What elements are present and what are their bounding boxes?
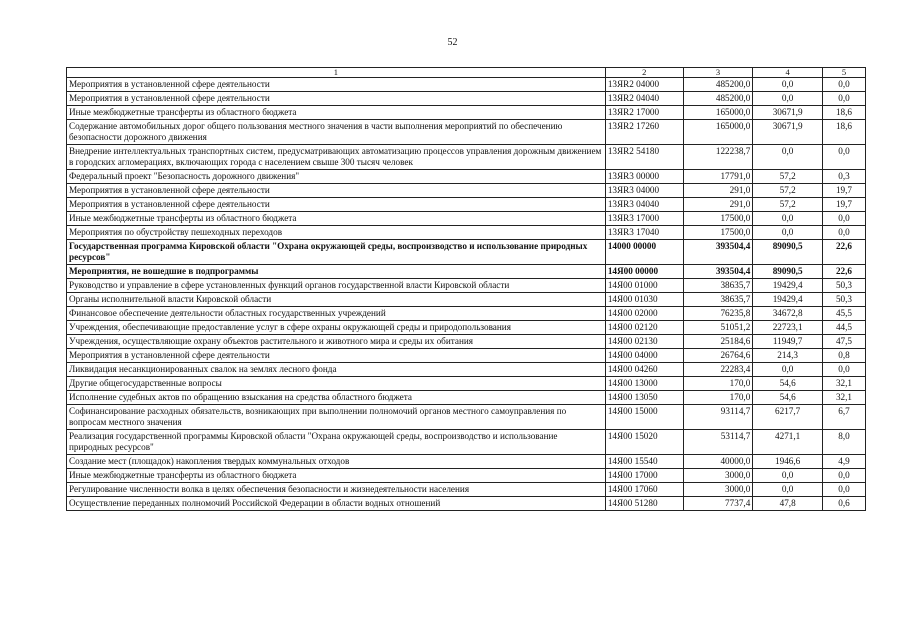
row-code-cell: 13ЯR3 00000 [605,170,683,184]
page-number: 52 [447,37,458,48]
table-row [67,78,866,92]
row-code-cell: 14Я00 02000 [605,307,683,321]
row-name-cell: Иные межбюджетные трансферты из областного бюджета [67,106,606,120]
row-code-cell: 14Я00 04260 [605,363,683,377]
row-code-cell: 13ЯR3 04040 [605,198,683,212]
row-fact-cell: 0,0 [753,92,823,106]
row-percent-cell: 32,1 [822,391,865,405]
row-name-cell: Руководство и управление в сфере установленных функций органов государственной власти Кировской области [67,279,606,293]
row-plan-cell: 291,0 [683,198,753,212]
row-fact-cell: 6217,7 [753,405,823,430]
row-plan-cell: 170,0 [683,391,753,405]
row-fact-cell: 89090,5 [753,265,823,279]
row-fact-cell: 54,6 [753,391,823,405]
table-row [67,120,866,145]
row-plan-cell: 22283,4 [683,363,753,377]
row-percent-cell: 50,3 [822,279,865,293]
row-fact-cell: 30671,9 [753,120,823,145]
row-name-cell: Федеральный проект "Безопасность дорожного движения" [67,170,606,184]
row-percent-cell: 18,6 [822,106,865,120]
row-plan-cell: 17791,0 [683,170,753,184]
row-plan-cell: 40000,0 [683,455,753,469]
table-row [67,307,866,321]
table-row [67,349,866,363]
row-name-cell: Иные межбюджетные трансферты из областного бюджета [67,212,606,226]
row-code-cell: 14Я00 01030 [605,293,683,307]
table-row [67,184,866,198]
row-plan-cell: 485200,0 [683,78,753,92]
row-plan-cell: 170,0 [683,377,753,391]
row-percent-cell: 0,0 [822,145,865,170]
row-fact-cell: 34672,8 [753,307,823,321]
table-row [67,497,866,511]
row-code-cell: 14Я00 13050 [605,391,683,405]
table-row [67,106,866,120]
row-fact-cell: 54,6 [753,377,823,391]
row-fact-cell: 0,0 [753,145,823,170]
row-percent-cell: 45,5 [822,307,865,321]
column-header-name: 1 [67,68,606,78]
row-percent-cell: 19,7 [822,198,865,212]
table-row [67,335,866,349]
header-row [67,68,866,78]
row-code-cell: 14Я00 01000 [605,279,683,293]
row-fact-cell: 57,2 [753,170,823,184]
row-fact-cell: 57,2 [753,184,823,198]
row-percent-cell: 0,0 [822,226,865,240]
row-code-cell: 14Я00 15020 [605,430,683,455]
table-row [67,212,866,226]
row-percent-cell: 47,5 [822,335,865,349]
row-percent-cell: 0,0 [822,92,865,106]
table-row [67,321,866,335]
row-name-cell: Мероприятия в установленной сфере деятельности [67,198,606,212]
row-percent-cell: 44,5 [822,321,865,335]
row-name-cell: Ликвидация несанкционированных свалок на землях лесного фонда [67,363,606,377]
table-row [67,92,866,106]
row-name-cell: Софинансирование расходных обязательств, возникающих при выполнении полномочий органов местного самоуправления по вопросам местного значения [67,405,606,430]
row-plan-cell: 38635,7 [683,279,753,293]
table-row [67,198,866,212]
row-name-cell: Мероприятия в установленной сфере деятельности [67,92,606,106]
row-name-cell: Мероприятия, не вошедшие в подпрограммы [67,265,606,279]
row-fact-cell: 57,2 [753,198,823,212]
row-code-cell: 13ЯR2 17260 [605,120,683,145]
row-name-cell: Мероприятия в установленной сфере деятельности [67,349,606,363]
row-name-cell: Другие общегосударственные вопросы [67,377,606,391]
row-code-cell: 14Я00 02130 [605,335,683,349]
row-name-cell: Регулирование численности волка в целях обеспечения безопасности и жизнедеятельности населения [67,483,606,497]
row-plan-cell: 393504,4 [683,240,753,265]
table-row [67,170,866,184]
row-percent-cell: 0,6 [822,497,865,511]
row-percent-cell: 0,0 [822,78,865,92]
table-row [67,226,866,240]
row-fact-cell: 0,0 [753,483,823,497]
row-code-cell: 13ЯR2 04040 [605,92,683,106]
row-plan-cell: 291,0 [683,184,753,198]
row-fact-cell: 30671,9 [753,106,823,120]
budget-table [66,67,866,511]
row-name-cell: Осуществление переданных полномочий Российской Федерации в области водных отношений [67,497,606,511]
row-fact-cell: 47,8 [753,497,823,511]
table-row [67,240,866,265]
row-name-cell: Финансовое обеспечение деятельности областных государственных учреждений [67,307,606,321]
row-plan-cell: 165000,0 [683,120,753,145]
row-code-cell: 14Я00 00000 [605,265,683,279]
row-code-cell: 13ЯR2 04000 [605,78,683,92]
row-name-cell: Учреждения, обеспечивающие предоставление услуг в сфере охраны окружающей среды и природопользования [67,321,606,335]
row-percent-cell: 0,8 [822,349,865,363]
row-plan-cell: 76235,8 [683,307,753,321]
row-percent-cell: 19,7 [822,184,865,198]
row-fact-cell: 19429,4 [753,279,823,293]
row-code-cell: 13ЯR3 17000 [605,212,683,226]
row-percent-cell: 18,6 [822,120,865,145]
row-plan-cell: 26764,6 [683,349,753,363]
row-fact-cell: 4271,1 [753,430,823,455]
row-plan-cell: 25184,6 [683,335,753,349]
row-percent-cell: 32,1 [822,377,865,391]
row-name-cell: Иные межбюджетные трансферты из областного бюджета [67,469,606,483]
table-row [67,377,866,391]
table-row [67,293,866,307]
row-percent-cell: 4,9 [822,455,865,469]
row-code-cell: 13ЯR2 54180 [605,145,683,170]
row-code-cell: 13ЯR3 04000 [605,184,683,198]
table-row [67,265,866,279]
row-percent-cell: 8,0 [822,430,865,455]
row-name-cell: Органы исполнительной власти Кировской области [67,293,606,307]
row-code-cell: 13ЯR2 17000 [605,106,683,120]
row-plan-cell: 3000,0 [683,469,753,483]
row-name-cell: Государственная программа Кировской области "Охрана окружающей среды, воспроизводство и использование природных ресурсов" [67,240,606,265]
table-row [67,483,866,497]
row-code-cell: 14Я00 17000 [605,469,683,483]
row-plan-cell: 93114,7 [683,405,753,430]
row-percent-cell: 22,6 [822,265,865,279]
table-row [67,405,866,430]
row-fact-cell: 0,0 [753,226,823,240]
row-name-cell: Мероприятия в установленной сфере деятельности [67,184,606,198]
table-row [67,363,866,377]
row-percent-cell: 0,0 [822,483,865,497]
row-fact-cell: 11949,7 [753,335,823,349]
row-plan-cell: 17500,0 [683,226,753,240]
row-code-cell: 14Я00 13000 [605,377,683,391]
row-code-cell: 14Я00 02120 [605,321,683,335]
row-percent-cell: 22,6 [822,240,865,265]
row-name-cell: Мероприятия по обустройству пешеходных переходов [67,226,606,240]
row-name-cell: Учреждения, осуществляющие охрану объектов растительного и животного мира и среды их обитания [67,335,606,349]
row-fact-cell: 0,0 [753,212,823,226]
row-fact-cell: 0,0 [753,363,823,377]
row-percent-cell: 0,0 [822,363,865,377]
row-name-cell: Реализация государственной программы Кировской области "Охрана окружающей среды, воспроизводство и использование природных ресурсов" [67,430,606,455]
row-name-cell: Создание мест (площадок) накопления твердых коммунальных отходов [67,455,606,469]
row-fact-cell: 1946,6 [753,455,823,469]
row-plan-cell: 17500,0 [683,212,753,226]
row-percent-cell: 0,0 [822,469,865,483]
table-row [67,391,866,405]
table-row [67,430,866,455]
row-percent-cell: 6,7 [822,405,865,430]
row-fact-cell: 22723,1 [753,321,823,335]
row-plan-cell: 485200,0 [683,92,753,106]
row-plan-cell: 165000,0 [683,106,753,120]
row-name-cell: Мероприятия в установленной сфере деятельности [67,78,606,92]
table-row [67,469,866,483]
table-body [67,78,866,511]
row-percent-cell: 0,3 [822,170,865,184]
row-name-cell: Внедрение интеллектуальных транспортных систем, предусматривающих автоматизацию процессов управления дорожным движением в городских агломерациях, включающих города с населением свыше 300 тысяч человек [67,145,606,170]
row-code-cell: 14Я00 15540 [605,455,683,469]
row-code-cell: 14Я00 17060 [605,483,683,497]
row-name-cell: Исполнение судебных актов по обращению взыскания на средства областного бюджета [67,391,606,405]
row-code-cell: 14Я00 15000 [605,405,683,430]
column-header-fact: 4 [753,68,823,78]
row-code-cell: 14Я00 51280 [605,497,683,511]
row-plan-cell: 51051,2 [683,321,753,335]
row-percent-cell: 50,3 [822,293,865,307]
column-header-percent: 5 [822,68,865,78]
row-fact-cell: 0,0 [753,469,823,483]
table-row [67,145,866,170]
row-fact-cell: 19429,4 [753,293,823,307]
row-fact-cell: 89090,5 [753,240,823,265]
row-fact-cell: 214,3 [753,349,823,363]
row-plan-cell: 3000,0 [683,483,753,497]
table-row [67,455,866,469]
column-header-plan: 3 [683,68,753,78]
row-plan-cell: 122238,7 [683,145,753,170]
row-name-cell: Содержание автомобильных дорог общего пользования местного значения в части выполнения мероприятий по обеспечению безопасности дорожного движения [67,120,606,145]
column-header-code: 2 [605,68,683,78]
row-code-cell: 14000 00000 [605,240,683,265]
row-code-cell: 14Я00 04000 [605,349,683,363]
row-plan-cell: 53114,7 [683,430,753,455]
row-fact-cell: 0,0 [753,78,823,92]
row-plan-cell: 38635,7 [683,293,753,307]
row-plan-cell: 7737,4 [683,497,753,511]
row-code-cell: 13ЯR3 17040 [605,226,683,240]
row-plan-cell: 393504,4 [683,265,753,279]
table-row [67,279,866,293]
row-percent-cell: 0,0 [822,212,865,226]
